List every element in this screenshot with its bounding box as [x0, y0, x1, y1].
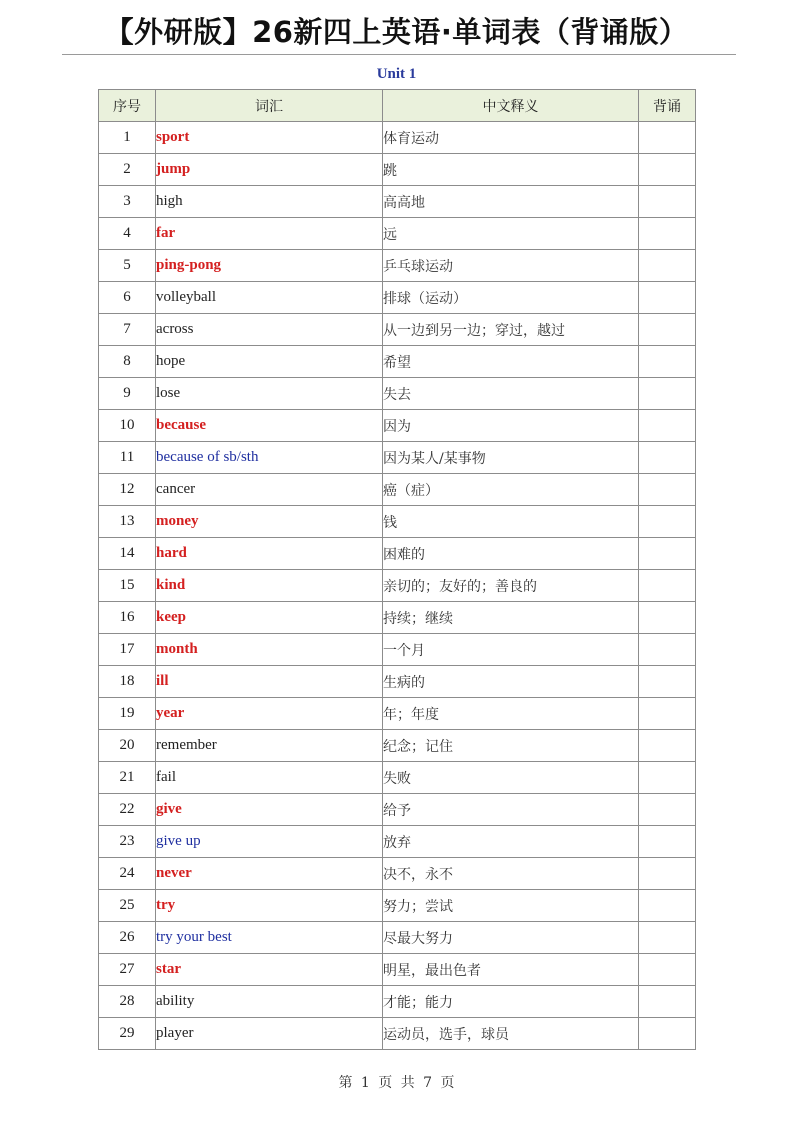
page-title: 【外研版】26新四上英语·单词表（背诵版） [104, 15, 689, 49]
chinese-meaning: 尽最大努力 [383, 922, 639, 954]
vocab-word-cell [156, 218, 383, 250]
vocab-word: month [156, 641, 198, 657]
vocab-word: give [156, 801, 182, 817]
vocab-word: high [156, 193, 183, 209]
vocab-word: year [156, 705, 185, 721]
chinese-meaning: 才能；能力 [383, 986, 639, 1018]
row-number: 19 [99, 698, 156, 730]
recite-check-cell [639, 922, 696, 954]
row-number: 11 [99, 442, 156, 474]
vocab-word-cell [156, 442, 383, 474]
row-number: 12 [99, 474, 156, 506]
table-row [99, 378, 696, 410]
recite-check-cell [639, 570, 696, 602]
row-number: 8 [99, 346, 156, 378]
vocab-word-cell [156, 762, 383, 794]
vocab-word: across [156, 321, 194, 337]
vocab-word: keep [156, 609, 186, 625]
vocab-word: hope [156, 353, 186, 369]
table-row [99, 122, 696, 154]
row-number: 5 [99, 250, 156, 282]
recite-check-cell [639, 506, 696, 538]
row-number: 14 [99, 538, 156, 570]
table-row [99, 346, 696, 378]
vocab-word: because [156, 417, 206, 433]
recite-check-cell [639, 634, 696, 666]
recite-check-cell [639, 378, 696, 410]
table-row [99, 282, 696, 314]
vocab-word-cell [156, 474, 383, 506]
table-row [99, 666, 696, 698]
chinese-meaning: 钱 [383, 506, 639, 538]
vocab-word-cell [156, 410, 383, 442]
table-row [99, 154, 696, 186]
row-number: 9 [99, 378, 156, 410]
table-row [99, 314, 696, 346]
chinese-meaning: 排球（运动） [383, 282, 639, 314]
table-row [99, 634, 696, 666]
table-row [99, 506, 696, 538]
vocab-word-cell [156, 602, 383, 634]
page-number: 第 1 页 共 7 页 [338, 1075, 455, 1091]
vocab-word: remember [156, 737, 217, 753]
column-header-number: 序号 [99, 90, 156, 122]
vocab-word: cancer [156, 481, 196, 497]
recite-check-cell [639, 826, 696, 858]
recite-check-cell [639, 154, 696, 186]
chinese-meaning: 乒乓球运动 [383, 250, 639, 282]
recite-check-cell [639, 442, 696, 474]
recite-check-cell [639, 410, 696, 442]
table-row [99, 602, 696, 634]
recite-check-cell [639, 250, 696, 282]
vocab-word-cell [156, 1018, 383, 1050]
table-row [99, 922, 696, 954]
table-header-row [99, 90, 696, 122]
table-row [99, 858, 696, 890]
vocab-word: ill [156, 673, 169, 689]
chinese-meaning: 希望 [383, 346, 639, 378]
recite-check-cell [639, 762, 696, 794]
chinese-meaning: 亲切的；友好的；善良的 [383, 570, 639, 602]
vocab-word-cell [156, 698, 383, 730]
chinese-meaning: 年；年度 [383, 698, 639, 730]
chinese-meaning: 因为 [383, 410, 639, 442]
row-number: 2 [99, 154, 156, 186]
table-row [99, 538, 696, 570]
vocabulary-table-body [99, 122, 696, 1050]
table-row [99, 698, 696, 730]
recite-check-cell [639, 986, 696, 1018]
recite-check-cell [639, 538, 696, 570]
row-number: 10 [99, 410, 156, 442]
recite-check-cell [639, 858, 696, 890]
chinese-meaning: 体育运动 [383, 122, 639, 154]
row-number: 7 [99, 314, 156, 346]
chinese-meaning: 一个月 [383, 634, 639, 666]
vocab-word-cell [156, 858, 383, 890]
vocabulary-table [98, 89, 696, 1050]
vocab-word-cell [156, 730, 383, 762]
row-number: 26 [99, 922, 156, 954]
recite-check-cell [639, 218, 696, 250]
vocab-word-cell [156, 954, 383, 986]
table-row [99, 570, 696, 602]
recite-check-cell [639, 730, 696, 762]
column-header-word: 词汇 [156, 90, 383, 122]
vocab-word: jump [156, 161, 191, 177]
chinese-meaning: 决不，永不 [383, 858, 639, 890]
vocab-word-cell [156, 282, 383, 314]
vocab-word: give up [156, 833, 201, 849]
row-number: 3 [99, 186, 156, 218]
row-number: 22 [99, 794, 156, 826]
table-row [99, 954, 696, 986]
chinese-meaning: 放弃 [383, 826, 639, 858]
row-number: 13 [99, 506, 156, 538]
vocab-word: try your best [156, 929, 232, 945]
vocab-word: player [156, 1025, 194, 1041]
unit-heading: Unit 1 [376, 66, 417, 82]
chinese-meaning: 努力；尝试 [383, 890, 639, 922]
chinese-meaning: 高高地 [383, 186, 639, 218]
chinese-meaning: 远 [383, 218, 639, 250]
chinese-meaning: 运动员，选手，球员 [383, 1018, 639, 1050]
recite-check-cell [639, 346, 696, 378]
vocab-word: sport [156, 129, 190, 145]
chinese-meaning: 生病的 [383, 666, 639, 698]
chinese-meaning: 癌（症） [383, 474, 639, 506]
column-header-meaning: 中文释义 [383, 90, 639, 122]
vocab-word-cell [156, 186, 383, 218]
table-row [99, 442, 696, 474]
vocab-word-cell [156, 794, 383, 826]
row-number: 16 [99, 602, 156, 634]
table-row [99, 186, 696, 218]
row-number: 4 [99, 218, 156, 250]
table-row [99, 474, 696, 506]
row-number: 17 [99, 634, 156, 666]
chinese-meaning: 跳 [383, 154, 639, 186]
vocab-word-cell [156, 826, 383, 858]
row-number: 20 [99, 730, 156, 762]
recite-check-cell [639, 698, 696, 730]
vocab-word: star [156, 961, 181, 977]
recite-check-cell [639, 1018, 696, 1050]
vocab-word-cell [156, 986, 383, 1018]
vocab-word-cell [156, 570, 383, 602]
row-number: 29 [99, 1018, 156, 1050]
vocab-word: never [156, 865, 192, 881]
vocab-word-cell [156, 154, 383, 186]
recite-check-cell [639, 474, 696, 506]
vocab-word-cell [156, 666, 383, 698]
recite-check-cell [639, 186, 696, 218]
recite-check-cell [639, 122, 696, 154]
vocab-word: lose [156, 385, 181, 401]
table-row [99, 890, 696, 922]
chinese-meaning: 纪念；记住 [383, 730, 639, 762]
table-row [99, 1018, 696, 1050]
vocab-word-cell [156, 250, 383, 282]
recite-check-cell [639, 282, 696, 314]
table-row [99, 730, 696, 762]
vocab-word-cell [156, 890, 383, 922]
table-row [99, 794, 696, 826]
recite-check-cell [639, 314, 696, 346]
vocab-word: money [156, 513, 199, 529]
recite-check-cell [639, 794, 696, 826]
row-number: 27 [99, 954, 156, 986]
chinese-meaning: 给予 [383, 794, 639, 826]
chinese-meaning: 失去 [383, 378, 639, 410]
vocab-word-cell [156, 506, 383, 538]
vocab-word-cell [156, 922, 383, 954]
row-number: 23 [99, 826, 156, 858]
table-row [99, 410, 696, 442]
recite-check-cell [639, 602, 696, 634]
vocab-word: hard [156, 545, 187, 561]
table-row [99, 762, 696, 794]
vocab-word: kind [156, 577, 186, 593]
table-row [99, 218, 696, 250]
vocab-word: because of sb/sth [156, 449, 259, 465]
row-number: 1 [99, 122, 156, 154]
vocab-word: far [156, 225, 176, 241]
vocab-word-cell [156, 122, 383, 154]
vocab-word: ping-pong [156, 257, 222, 273]
recite-check-cell [639, 666, 696, 698]
row-number: 15 [99, 570, 156, 602]
table-row [99, 826, 696, 858]
vocab-word-cell [156, 634, 383, 666]
chinese-meaning: 因为某人/某事物 [383, 442, 639, 474]
column-header-recite: 背诵 [639, 90, 696, 122]
chinese-meaning: 从一边到另一边；穿过，越过 [383, 314, 639, 346]
row-number: 24 [99, 858, 156, 890]
vocab-word-cell [156, 378, 383, 410]
table-row [99, 986, 696, 1018]
recite-check-cell [639, 954, 696, 986]
recite-check-cell [639, 890, 696, 922]
vocab-word: fail [156, 769, 176, 785]
vocab-word-cell [156, 314, 383, 346]
row-number: 18 [99, 666, 156, 698]
vocab-word-cell [156, 538, 383, 570]
chinese-meaning: 明星，最出色者 [383, 954, 639, 986]
table-row [99, 250, 696, 282]
row-number: 28 [99, 986, 156, 1018]
vocab-word-cell [156, 346, 383, 378]
row-number: 25 [99, 890, 156, 922]
chinese-meaning: 持续；继续 [383, 602, 639, 634]
vocab-word: volleyball [156, 289, 216, 305]
vocab-word: try [156, 897, 176, 913]
title-divider [62, 54, 736, 55]
row-number: 6 [99, 282, 156, 314]
chinese-meaning: 困难的 [383, 538, 639, 570]
row-number: 21 [99, 762, 156, 794]
vocab-word: ability [156, 993, 195, 1009]
chinese-meaning: 失败 [383, 762, 639, 794]
